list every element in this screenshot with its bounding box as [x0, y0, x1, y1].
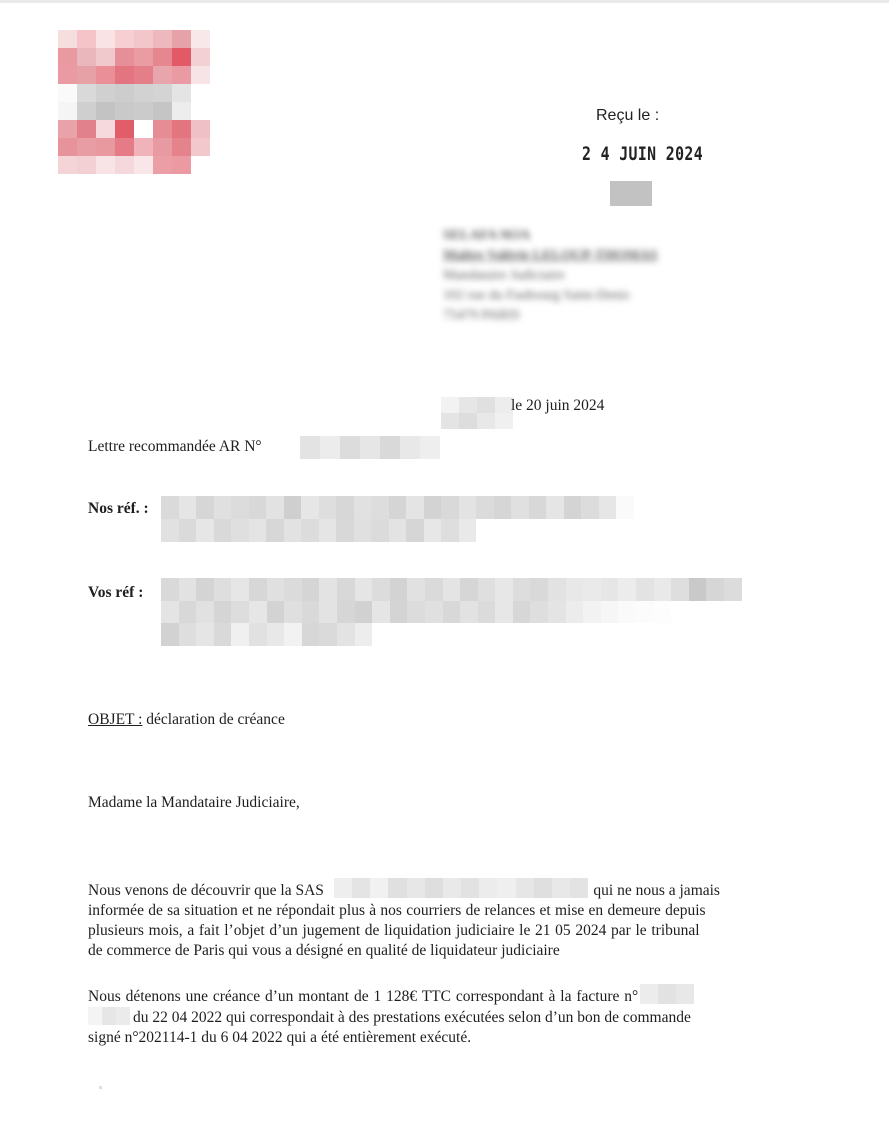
recipient-line: 102 rue du Faubourg Saint-Denis	[443, 288, 630, 303]
scan-speck	[99, 1086, 102, 1089]
recipient-line: 75479 PARIS	[443, 308, 520, 323]
paragraph-text: Nous venons de découvrir que la SAS	[88, 882, 324, 899]
redacted-tracking-number	[300, 436, 440, 459]
our-reference-label: Nos réf. :	[88, 500, 149, 517]
paragraph-text: qui ne nous a jamais	[593, 882, 720, 899]
paragraph-text: Nous détenons une créance d’un montant de 1 128€ TTC correspondant à la facture n°	[88, 988, 639, 1005]
subject-label: OBJET :	[88, 711, 143, 728]
recipient-line: Mandataire Judiciaire	[443, 268, 565, 283]
recipient-address	[443, 226, 733, 326]
paragraph-line	[88, 984, 799, 1007]
redacted-our-reference	[161, 496, 651, 542]
paragraph-line	[88, 878, 799, 901]
paragraph-text: du 22 04 2022 qui correspondait à des prestations exécutées selon d’un bon de commande	[133, 1009, 691, 1026]
paragraph-line: de commerce de Paris qui vous a désigné en qualité de liquidateur judiciaire	[88, 942, 560, 959]
redacted-city	[441, 397, 513, 429]
redacted-your-reference	[161, 578, 742, 646]
subject-line	[88, 711, 285, 729]
your-reference-label: Vos réf :	[88, 584, 144, 601]
recipient-line: Maître Valérie LELOUP-THOMAS	[443, 248, 658, 263]
redacted-stamp-initials	[610, 181, 652, 206]
received-date-stamp: 2 4 JUIN 2024	[582, 143, 704, 165]
paragraph-line	[88, 1007, 799, 1028]
redacted-invoice-number	[640, 984, 694, 1004]
subject-text: déclaration de créance	[142, 711, 285, 728]
paragraph-claim	[88, 984, 799, 1048]
received-label: Reçu le :	[596, 107, 660, 124]
scan-top-edge	[0, 0, 889, 3]
paragraph-line: plusieurs mois, a fait l’objet d’un jugement de liquidation judiciaire le 21 05 2024 par le tribunal	[88, 922, 700, 939]
letter-date: le 20 juin 2024	[511, 397, 605, 414]
registered-mail-label: Lettre recommandée AR N°	[88, 438, 262, 455]
redacted-logo	[58, 30, 210, 174]
paragraph-liquidation	[88, 878, 799, 961]
paragraph-line: signé n°202114-1 du 6 04 2022 qui a été entièrement exécuté.	[88, 1029, 472, 1046]
redacted-company-name	[334, 878, 589, 898]
recipient-line: SELAFA MJA	[443, 228, 531, 243]
salutation: Madame la Mandataire Judiciaire,	[88, 794, 300, 811]
redacted-invoice-number	[88, 1007, 130, 1025]
paragraph-line: informée de sa situation et ne répondait plus à nos courriers de relances et mise en demeure depuis	[88, 902, 706, 919]
